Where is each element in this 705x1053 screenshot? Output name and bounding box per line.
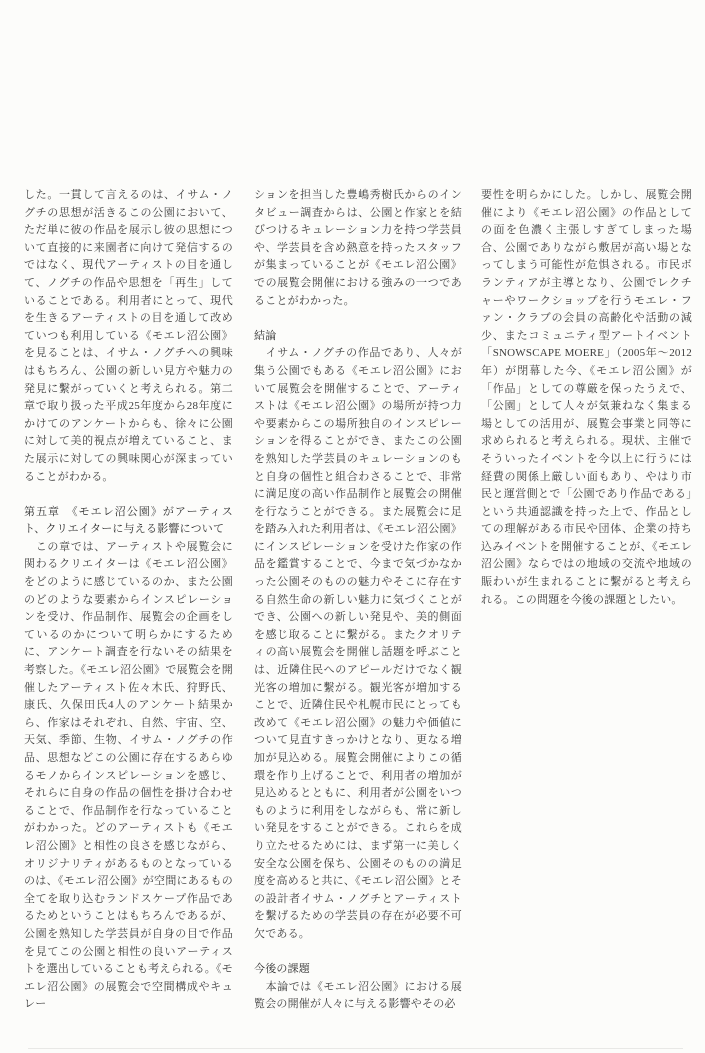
page-bottom-scan-edge [28, 1048, 683, 1049]
text-column-left [24, 187, 233, 1014]
paragraph-chapter4-conclusion: した。一貫して言えるのは、イサム・ノグチの思想が活きるこの公園において、ただ単に彼の作品を展示し彼の思想について直接的に来園者に向けて発信するのではなく、現代アーティストの目を通して、ノグチの作品や思想を「再生」していることである。利用者にとって、現代を生きるアーティストの目を通して改めていつも利用している《モエレ沼公園》を見ることは、イサム・ノグチへの興味はもちろん、公園の新しい見方や魅力の発見に繫がっていくと考えられる。第二章で取り扱った平成25年度から28年度にかけてのアンケートからも、徐々に公園に対して美的視点が増えていること、また展示に対しての興味関心が深まっていることがわかる。 [24, 189, 233, 483]
section-heading-future-issues: 今後の課題 [254, 963, 310, 976]
section-heading-chapter5: 第五章 《モエレ沼公園》がアーティスト、クリエイターに与える影響について [24, 505, 233, 536]
text-column-right [481, 187, 692, 609]
paragraph-chapter5-body: この章では、アーティストや展覧会に関わるクリエイターは《モエレ沼公園》をどのように感じているのか、また公園のどのような要素からインスピレーションを受け、作品制作、展覧会の企画をしているのかについて明らかにするために、アンケート調査を行ないその結果を考察した。《モエレ沼公園》で展覧会を開催したアーティスト佐々木氏、狩野氏、康氏、久保田氏4人のアンケート結果から、作家はそれぞれ、自然、宇宙、空、天気、季節、生物、イサム・ノグチの作品、思想などこの公園に存在するあらゆるモノからインスピレーションを感じ、それらに自身の作品の個性を掛け合わせることで、作品制作を行なっていることがわかった。どのアーティストも《モエレ沼公園》と相性の良さを感じながら、オリジナリティがあるものとなっているのは、《モエレ沼公園》が空間にあるもの全てを取り込むランドスケープ作品であるためということはもちろんであるが、公園を熟知した学芸員が自身の目で作品を見てこの公園と相性の良いアーティストを選出していることも考えられる。《モエレ沼公園》の展覧会で空間構成やキュレー [24, 540, 233, 1011]
paragraph-future-issues-body: 本論では《モエレ沼公園》における展覧会の開催が人々に与える影響やその必 [254, 980, 462, 1011]
text-column-center [254, 187, 462, 1014]
paragraph-chapter5-continued: ションを担当した豊嶋秀樹氏からのインタビュー調査からは、公園と作家とを結びつけるキュレーション力を持つ学芸員や、学芸員を含め熱意を持ったスタッフが集まっていることが《モエレ沼公園》での展覧会開催における強みの一つであることがわかった。 [254, 189, 462, 307]
paragraph-future-issues-continued: 要性を明らかにした。しかし、展覧会開催により《モエレ沼公園》の作品としての面を色濃く主張しすぎてしまった場合、公園でありながら敷居が高い場となってしまう可能性が危惧される。市民ボランティアが主導となり、公園でレクチャーやワークショップを行うモエレ・ファン・クラブの会員の高齢化や活動の減少、またコミュニティ型アートイベント「SNOWSCAPE MOERE」（2005年〜2012年）が閉幕した今、《モエレ沼公園》が「作品」としての尊厳を保ったうえで、「公園」として人々が気兼ねなく集まる場としての活用が、展覧会事業と同等に求められると考えられる。現状、主催でそういったイベントを今以上に行うには経費の関係上厳しい面もあり、やはり市民と運営側とで「公園であり作品である」という共通認識を持った上で、作品としての理解がある市民や団体、企業の持ち込みイベントを開催することが、《モエレ沼公園》ならではの地域の交流や地域の賑わいが生まれることに繫がると考えられる。この問題を今後の課題としたい。 [481, 189, 692, 606]
paragraph-conclusion-body: イサム・ノグチの作品であり、人々が集う公園でもある《モエレ沼公園》において展覧会を開催することで、アーティストは《モエレ沼公園》の場所が持つ力や要素からこの場所独自のインスピレーションを得ることができ、またこの公園を熟知した学芸員のキュレーションのもと自身の個性と組合わさることで、非常に満足度の高い作品制作と展覧会の開催を行なうことができる。また展覧会に足を踏み入れた利用者は、《モエレ沼公園》にインスピレーションを受けた作家の作品を鑑賞することで、今まで気づかなかった公園そのものの魅力やそこに存在する自然生命の新しい魅力に気づくことができ、公園への新しい発見や、美的側面を感じ取ることに繫がる。またクオリティの高い展覧会を開催し話題を呼ぶことは、近隣住民へのアピールだけでなく観光客の増加に繫がる。観光客が増加することで、近隣住民や札幌市民にとっても改めて《モエレ沼公園》の魅力や価値について見直すきっかけとなり、更なる増加が見込める。展覧会開催によりこの循環を作り上げることで、利用者の増加が見込めるとともに、利用者が公園をいつものように利用をしながらも、常に新しい発見をすることができる。これらを成り立たせるためには、まず第一に美しく安全な公園を保ち、公園そのものの満足度を高めると共に、《モエレ沼公園》とその設計者イサム・ノグチとアーティストを繫げるための学芸員の存在が必要不可欠である。 [254, 347, 462, 940]
section-heading-conclusion: 結論 [254, 329, 277, 342]
